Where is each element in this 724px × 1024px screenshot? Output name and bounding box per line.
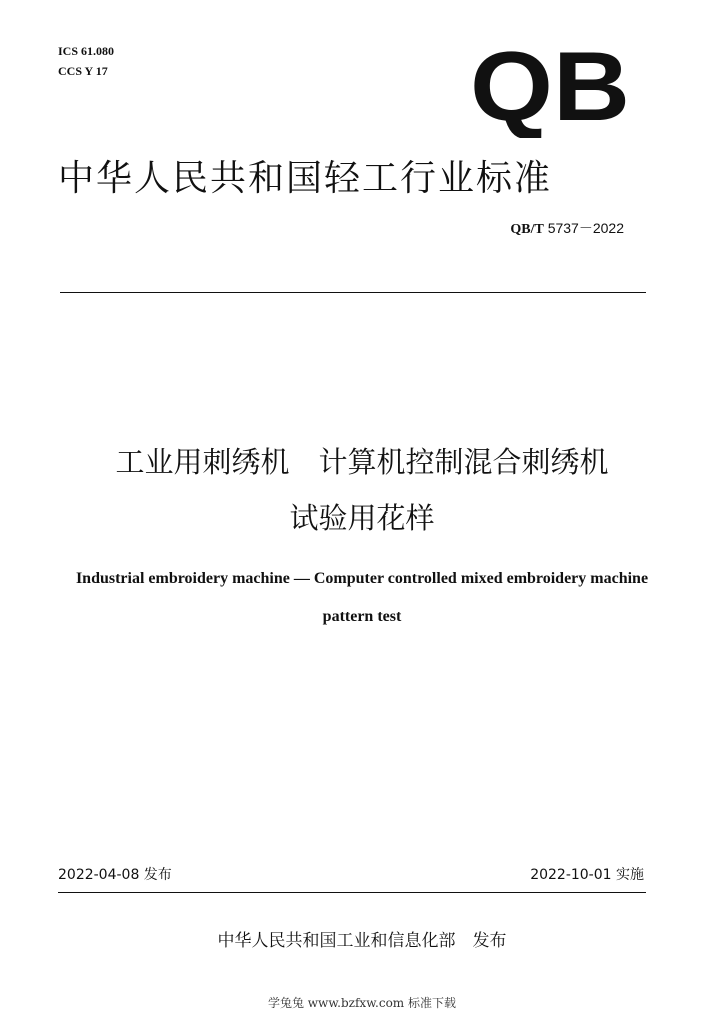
standard-code-number: 5737－2022	[547, 220, 624, 236]
top-divider	[60, 292, 646, 293]
watermark: 学兔兔 www.bzfxw.com 标准下载	[267, 996, 457, 1010]
cn-title-line2: 试验用花样	[289, 501, 435, 535]
ics-code: ICS 61.080	[58, 44, 115, 58]
qb-logo	[470, 38, 630, 138]
issue-date: 2022-04-08 发布	[58, 867, 172, 883]
en-title-line1: Industrial embroidery machine — Computer controlled mixed embroidery machine	[75, 570, 649, 587]
cn-title-line1: 工业用刺绣机 计算机控制混合刺绣机	[115, 445, 609, 479]
qb-logo-text: QB	[470, 38, 630, 138]
implementation-date: 2022-10-01 实施	[530, 867, 644, 883]
ccs-code: CCS Y 17	[58, 64, 108, 78]
standard-code	[510, 218, 624, 238]
bottom-divider	[58, 892, 646, 893]
en-title-line2: pattern test	[322, 608, 402, 625]
standard-category-title: 中华人民共和国轻工行业标准	[58, 158, 553, 199]
standard-code-prefix: QB/T	[510, 222, 544, 237]
publisher: 中华人民共和国工业和信息化部 发布	[217, 931, 507, 951]
